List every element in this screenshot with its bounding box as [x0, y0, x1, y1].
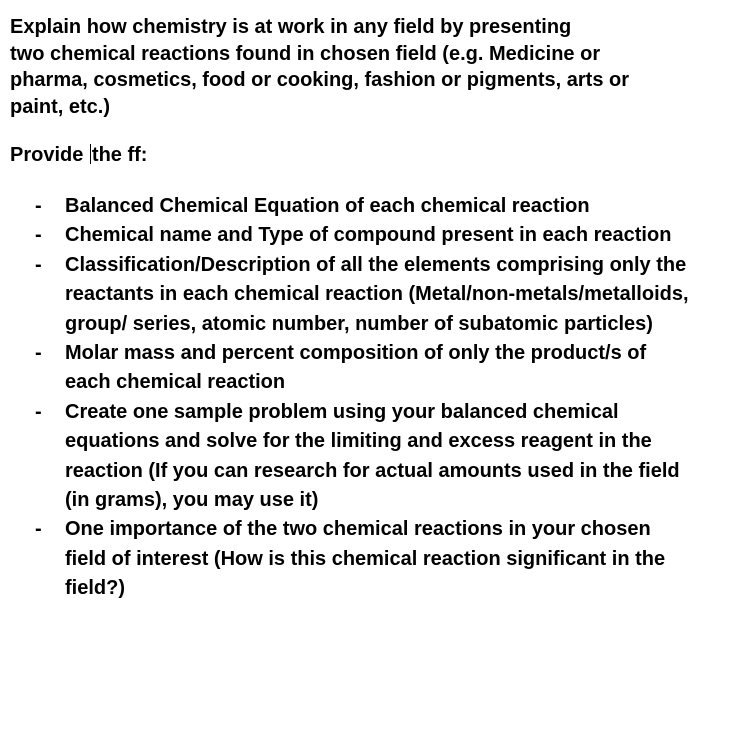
list-item-text: Molar mass and percent composition of only the product/s of each chemical reaction [65, 342, 647, 394]
bullet-dash: - [35, 400, 42, 423]
bullet-dash: - [35, 195, 42, 217]
list-item-text: Classification/Description of all the elements comprising only the reactants in each chemical reaction (Metal/non-metals/metalloids, group/ series, atomic number, number of subatomic particles) [65, 253, 689, 335]
bullet-dash: - [35, 253, 42, 276]
document-body [10, 14, 745, 604]
list-item-text: Balanced Chemical Equation of each chemical reaction [65, 195, 590, 217]
list-item [10, 251, 695, 339]
text-cursor [90, 144, 91, 164]
bullet-dash: - [35, 342, 42, 365]
bullet-dash: - [35, 224, 42, 247]
requirements-list [10, 192, 745, 604]
provide-heading [10, 142, 745, 168]
list-item-text: Chemical name and Type of compound present in each reaction [65, 224, 672, 247]
list-item [10, 515, 695, 603]
provide-text-start: Provide [10, 144, 89, 166]
list-item [10, 221, 695, 250]
intro-paragraph: Explain how chemistry is at work in any field by presenting two chemical reactions found in chosen field (e.g. Medicine or pharma, cosmetics, food or cooking, fashion or pigments, arts or paint, etc.) [10, 16, 629, 118]
bullet-dash: - [35, 518, 42, 541]
provide-text-end: the ff: [91, 144, 148, 166]
list-item [10, 192, 695, 221]
list-item-text: One importance of the two chemical reactions in your chosen field of interest (How is this chemical reaction significant in the field?) [65, 518, 666, 600]
list-item-text: Create one sample problem using your balanced chemical equations and solve for the limiting and excess reagent in the reaction (If you can research for actual amounts used in the field (in grams), you may use it) [65, 400, 680, 512]
list-item [10, 339, 695, 398]
list-item [10, 398, 695, 516]
